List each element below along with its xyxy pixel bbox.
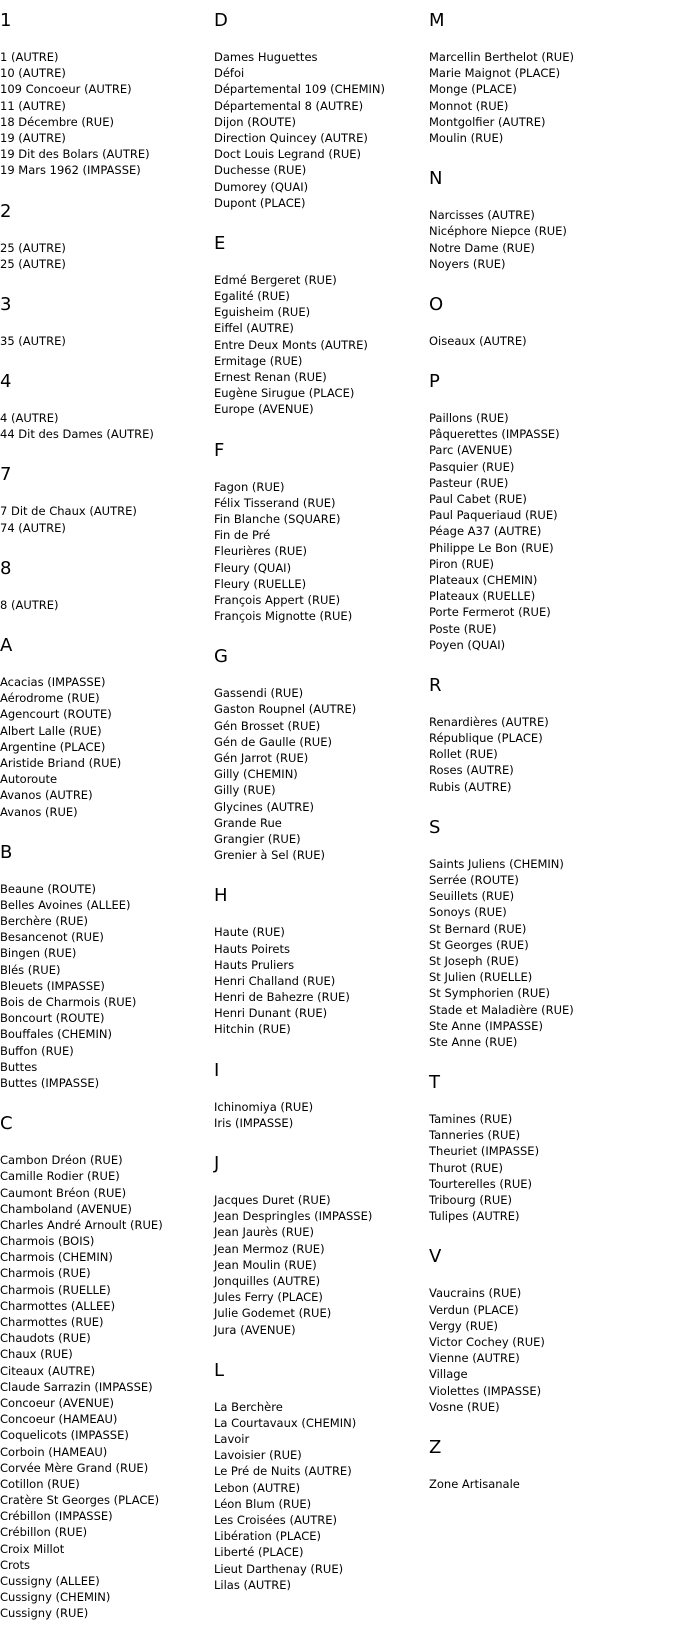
street-name: Berchère (RUE)	[0, 914, 88, 929]
street-name: Marcellin Berthelot (RUE)	[429, 50, 574, 64]
street-name: 18 Décembre (RUE)	[0, 114, 114, 129]
street-name: Buttes	[0, 1059, 38, 1074]
street-name: Chaux (RUE)	[0, 1347, 73, 1362]
street-name: Dames Huguettes	[214, 50, 318, 64]
street-name: Jean Moulin (RUE)	[214, 1257, 317, 1272]
street-name: Tanneries (RUE)	[429, 1128, 521, 1143]
street-name: Boncourt (ROUTE)	[0, 1011, 105, 1026]
street-name: Charmois (RUE)	[0, 1266, 91, 1281]
street-name: Dupont (PLACE)	[214, 195, 306, 210]
section-heading: 1	[0, 10, 12, 31]
street-name: Aristide Briand (RUE)	[0, 755, 122, 770]
street-name: Lieut Darthenay (RUE)	[214, 1561, 344, 1576]
street-name: Rollet (RUE)	[429, 747, 498, 762]
street-list	[429, 207, 669, 272]
street-name: 11 (AUTRE)	[0, 98, 66, 113]
street-name: Jacques Duret (RUE)	[214, 1193, 331, 1207]
street-name: Tourterelles (RUE)	[429, 1176, 533, 1191]
street-name: Autoroute	[0, 772, 58, 787]
street-name: Agencourt (ROUTE)	[0, 707, 112, 722]
street-list	[0, 674, 214, 820]
street-name: Philippe Le Bon (RUE)	[429, 540, 554, 555]
street-name: Glycines (AUTRE)	[214, 799, 314, 814]
letter-section	[0, 842, 214, 1091]
letter-section	[429, 817, 669, 1050]
street-list	[214, 1099, 429, 1131]
street-name: La Berchère	[214, 1399, 283, 1414]
section-heading: Z	[429, 1436, 442, 1458]
street-list	[0, 881, 214, 1091]
street-name: Jean Mermoz (RUE)	[214, 1241, 325, 1256]
street-name: 19 (AUTRE)	[0, 130, 66, 145]
section-heading: T	[429, 1072, 440, 1094]
street-list	[0, 49, 214, 179]
street-name: Libération (PLACE)	[214, 1529, 321, 1544]
letter-section	[429, 294, 669, 349]
street-name: Vosne (RUE)	[429, 1399, 500, 1414]
street-name: Gén Brosset (RUE)	[214, 718, 321, 733]
street-name: Cambon Dréon (RUE)	[0, 1153, 123, 1168]
street-name: Avanos (AUTRE)	[0, 788, 93, 803]
street-name: 7 Dit de Chaux (AUTRE)	[0, 504, 137, 519]
letter-section	[214, 885, 429, 1037]
street-name: Charmois (BOIS)	[0, 1234, 95, 1249]
street-name: Lavoir	[214, 1432, 250, 1447]
street-list	[429, 714, 669, 795]
street-name: Félix Tisserand (RUE)	[214, 495, 336, 510]
street-name: Seuillets (RUE)	[429, 889, 515, 904]
section-heading: F	[214, 439, 225, 461]
street-name: Gén de Gaulle (RUE)	[214, 734, 332, 749]
street-name: Fleury (QUAI)	[214, 560, 292, 575]
street-name: Village	[429, 1367, 468, 1382]
street-name: Bouffales (CHEMIN)	[0, 1027, 112, 1042]
street-name: Hitchin (RUE)	[214, 1022, 291, 1037]
index-column-2	[214, 10, 429, 1615]
street-name: Tribourg (RUE)	[429, 1193, 513, 1207]
street-name: Avanos (RUE)	[0, 804, 78, 819]
street-name: Chaudots (RUE)	[0, 1331, 91, 1346]
street-name: Marie Maignot (PLACE)	[429, 66, 561, 81]
street-name: Grande Rue	[214, 815, 282, 830]
street-name: Ernest Renan (RUE)	[214, 370, 327, 384]
section-heading: I	[214, 1059, 220, 1081]
street-name: Sonoys (RUE)	[429, 905, 507, 920]
street-name: République (PLACE)	[429, 731, 543, 746]
street-name: Eiffel (AUTRE)	[214, 321, 294, 336]
street-list	[0, 333, 214, 349]
street-name: Paul Cabet (RUE)	[429, 492, 527, 506]
street-name: St Georges (RUE)	[429, 937, 529, 952]
street-name: Lavoisier (RUE)	[214, 1448, 302, 1463]
street-name: Victor Cochey (RUE)	[429, 1334, 545, 1349]
street-name: Claude Sarrazin (IMPASSE)	[0, 1379, 153, 1394]
street-name: Duchesse (RUE)	[214, 163, 307, 178]
street-name: Theuriet (IMPASSE)	[429, 1144, 540, 1159]
street-name: Albert Lalle (RUE)	[0, 723, 102, 738]
street-name: Concoeur (HAMEAU)	[0, 1412, 118, 1427]
section-heading: N	[429, 168, 443, 190]
section-heading: 8	[0, 557, 12, 579]
street-name: Oiseaux (AUTRE)	[429, 333, 527, 348]
street-name: Egalité (RUE)	[214, 289, 290, 304]
street-name: Piron (RUE)	[429, 556, 494, 571]
street-name: Poyen (QUAI)	[429, 637, 506, 652]
letter-section	[214, 440, 429, 625]
street-name: Henri de Bahezre (RUE)	[214, 990, 350, 1005]
street-name: Plateaux (RUELLE)	[429, 589, 536, 604]
street-name: Pasteur (RUE)	[429, 475, 509, 490]
street-name: Monge (PLACE)	[429, 82, 517, 97]
street-list	[214, 924, 429, 1037]
street-name: St Julien (RUELLE)	[429, 970, 533, 985]
letter-section	[429, 371, 669, 653]
section-heading: 7	[0, 464, 12, 486]
street-name: Entre Deux Monts (AUTRE)	[214, 337, 368, 352]
street-list	[0, 240, 214, 272]
street-name: Verdun (PLACE)	[429, 1302, 519, 1317]
street-name: Argentine (PLACE)	[0, 739, 106, 754]
street-name: Grenier à Sel (RUE)	[214, 848, 325, 863]
street-name: Haute (RUE)	[214, 925, 285, 940]
street-name: Le Pré de Nuits (AUTRE)	[214, 1464, 352, 1479]
street-name: Julie Godemet (RUE)	[214, 1306, 332, 1321]
street-name: Hauts Poirets	[214, 941, 290, 956]
street-name: Pasquier (RUE)	[429, 459, 515, 474]
street-name: Chamboland (AVENUE)	[0, 1201, 132, 1216]
street-list	[214, 272, 429, 418]
street-name: Départemental 109 (CHEMIN)	[214, 82, 386, 97]
section-heading: S	[429, 816, 441, 838]
street-name: Gén Jarrot (RUE)	[214, 751, 309, 765]
street-name: Eugène Sirugue (PLACE)	[214, 386, 355, 401]
street-name: La Courtavaux (CHEMIN)	[214, 1415, 357, 1430]
letter-section	[214, 1060, 429, 1131]
letter-section	[214, 646, 429, 863]
street-name: Dumorey (QUAI)	[214, 179, 309, 194]
street-name: Jules Ferry (PLACE)	[214, 1290, 323, 1305]
letter-section	[214, 1360, 429, 1593]
street-name: Coquelicots (IMPASSE)	[0, 1428, 129, 1443]
street-name: Monnot (RUE)	[429, 98, 509, 113]
street-name: 1 (AUTRE)	[0, 50, 59, 64]
letter-section	[429, 1246, 669, 1415]
street-name: 44 Dit des Dames (AUTRE)	[0, 427, 154, 442]
street-name: 25 (AUTRE)	[0, 256, 66, 271]
street-name: Notre Dame (RUE)	[429, 240, 535, 255]
index-column-3	[429, 10, 669, 1514]
street-name: Bingen (RUE)	[0, 946, 77, 961]
street-name: Saints Juliens (CHEMIN)	[429, 856, 564, 871]
street-name: Jonquilles (AUTRE)	[214, 1273, 321, 1288]
street-name: Pâquerettes (IMPASSE)	[429, 427, 560, 442]
street-name: Direction Quincey (AUTRE)	[214, 130, 368, 145]
street-name: Porte Fermerot (RUE)	[429, 605, 551, 620]
street-name: Plateaux (CHEMIN)	[429, 572, 538, 587]
street-name: Fin Blanche (SQUARE)	[214, 511, 341, 526]
letter-section	[429, 10, 669, 146]
street-name: Dijon (ROUTE)	[214, 114, 296, 129]
street-name: Caumont Bréon (RUE)	[0, 1185, 127, 1200]
street-name: Paul Paqueriaud (RUE)	[429, 508, 558, 523]
section-heading: D	[214, 10, 228, 31]
section-heading: R	[429, 674, 442, 696]
street-list	[429, 1476, 669, 1492]
street-name: Crébillon (RUE)	[0, 1525, 88, 1540]
street-name: Zone Artisanale	[429, 1476, 520, 1491]
section-heading: 4	[0, 371, 12, 393]
street-name: Buffon (RUE)	[0, 1043, 74, 1058]
street-list	[429, 856, 669, 1050]
street-name: 25 (AUTRE)	[0, 240, 66, 255]
street-name: Crébillon (IMPASSE)	[0, 1509, 113, 1524]
street-name: Bois de Charmois (RUE)	[0, 995, 137, 1009]
street-name: Jean Despringles (IMPASSE)	[214, 1209, 373, 1224]
street-name: Vergy (RUE)	[429, 1318, 498, 1333]
index-column-1	[0, 10, 214, 1644]
letter-section	[0, 558, 214, 613]
letter-section	[0, 371, 214, 442]
street-list	[214, 1399, 429, 1593]
street-name: Fleurières (RUE)	[214, 544, 308, 559]
street-name: Gilly (CHEMIN)	[214, 767, 298, 782]
street-name: Moulin (RUE)	[429, 130, 504, 145]
street-list	[214, 49, 429, 211]
letter-section	[429, 1072, 669, 1224]
street-name: Vienne (AUTRE)	[429, 1351, 520, 1366]
street-name: Citeaux (AUTRE)	[0, 1363, 96, 1378]
letter-section	[214, 10, 429, 211]
street-name: Corvée Mère Grand (RUE)	[0, 1460, 149, 1475]
street-list	[429, 1285, 669, 1415]
letter-section	[214, 1153, 429, 1338]
section-heading: O	[429, 293, 444, 315]
street-name: 4 (AUTRE)	[0, 411, 59, 426]
street-name: Eguisheim (RUE)	[214, 305, 311, 320]
street-name: Rubis (AUTRE)	[429, 779, 512, 794]
street-name: Crots	[0, 1557, 31, 1572]
street-name: Gaston Roupnel (AUTRE)	[214, 702, 357, 717]
street-name: Jean Jaurès (RUE)	[214, 1225, 315, 1240]
street-name: Vaucrains (RUE)	[429, 1286, 522, 1301]
letter-section	[0, 464, 214, 535]
street-name: Cratère St Georges (PLACE)	[0, 1493, 160, 1508]
street-name: Stade et Maladière (RUE)	[429, 1002, 574, 1017]
street-name: St Symphorien (RUE)	[429, 986, 550, 1001]
street-name: Gilly (RUE)	[214, 783, 276, 798]
street-name: Ste Anne (RUE)	[429, 1034, 518, 1049]
street-name: Léon Blum (RUE)	[214, 1496, 312, 1511]
street-name: Tamines (RUE)	[429, 1112, 513, 1127]
street-name: François Mignotte (RUE)	[214, 609, 353, 624]
street-name: Fin de Pré	[214, 528, 271, 543]
street-name: Aérodrome (RUE)	[0, 691, 100, 706]
street-name: Narcisses (AUTRE)	[429, 208, 535, 223]
section-heading: E	[214, 232, 226, 254]
street-name: Belles Avoines (ALLEE)	[0, 897, 131, 912]
street-name: Parc (AVENUE)	[429, 443, 513, 458]
street-name: Défoi	[214, 66, 245, 81]
street-name: Tulipes (AUTRE)	[429, 1209, 520, 1224]
street-name: Bleuets (IMPASSE)	[0, 978, 105, 993]
street-name: Cussigny (RUE)	[0, 1606, 89, 1621]
street-name: Lilas (AUTRE)	[214, 1577, 292, 1592]
street-list	[0, 410, 214, 442]
street-name: Roses (AUTRE)	[429, 763, 514, 778]
street-list	[429, 49, 669, 146]
letter-section	[0, 10, 214, 179]
street-name: Concoeur (AVENUE)	[0, 1395, 114, 1410]
section-heading: 3	[0, 293, 12, 315]
street-name: St Joseph (RUE)	[429, 953, 519, 968]
street-name: Départemental 8 (AUTRE)	[214, 98, 364, 113]
street-name: Poste (RUE)	[429, 621, 497, 636]
section-heading: L	[214, 1359, 225, 1381]
letter-section	[0, 1113, 214, 1621]
street-name: 35 (AUTRE)	[0, 333, 66, 348]
street-name: 19 Dit des Bolars (AUTRE)	[0, 147, 150, 162]
letter-section	[429, 675, 669, 795]
street-name: Buttes (IMPASSE)	[0, 1075, 100, 1090]
street-name: Acacias (IMPASSE)	[0, 675, 106, 689]
street-name: Paillons (RUE)	[429, 411, 509, 426]
street-name: Noyers (RUE)	[429, 256, 506, 271]
street-name: Croix Millot	[0, 1541, 65, 1556]
street-name: Edmé Bergeret (RUE)	[214, 272, 337, 287]
section-heading: H	[214, 885, 228, 907]
street-list	[429, 333, 669, 349]
street-list	[0, 503, 214, 535]
section-heading: G	[214, 646, 228, 668]
section-heading: B	[0, 841, 13, 863]
section-heading: J	[214, 1153, 220, 1174]
street-name: Les Croisées (AUTRE)	[214, 1513, 337, 1527]
letter-section	[214, 233, 429, 418]
section-heading: A	[0, 635, 13, 656]
street-name: Lebon (AUTRE)	[214, 1480, 301, 1495]
street-name: Cussigny (ALLEE)	[0, 1574, 100, 1588]
letter-section	[0, 294, 214, 349]
street-name: Charmois (CHEMIN)	[0, 1250, 113, 1265]
section-heading: M	[429, 10, 445, 31]
street-list	[429, 1111, 669, 1224]
street-list	[0, 597, 214, 613]
street-name: Iris (IMPASSE)	[214, 1115, 294, 1130]
street-name: Renardières (AUTRE)	[429, 714, 549, 729]
street-name: Liberté (PLACE)	[214, 1545, 304, 1560]
street-name: Cussigny (CHEMIN)	[0, 1590, 111, 1605]
letter-section	[429, 1437, 669, 1492]
street-list	[214, 1192, 429, 1338]
street-name: 74 (AUTRE)	[0, 520, 66, 535]
street-name: Fagon (RUE)	[214, 479, 285, 494]
street-name: Fleury (RUELLE)	[214, 576, 307, 591]
street-name: 8 (AUTRE)	[0, 597, 59, 612]
street-name: Charmottes (ALLEE)	[0, 1298, 116, 1313]
street-name: Ste Anne (IMPASSE)	[429, 1018, 543, 1033]
street-name: Henri Dunant (RUE)	[214, 1006, 328, 1021]
street-name: Thurot (RUE)	[429, 1160, 503, 1175]
street-name: Violettes (IMPASSE)	[429, 1383, 542, 1398]
street-name: Henri Challand (RUE)	[214, 973, 336, 988]
street-name: Ichinomiya (RUE)	[214, 1099, 314, 1114]
street-name: Grangier (RUE)	[214, 831, 301, 846]
street-name: François Appert (RUE)	[214, 592, 341, 607]
section-heading: P	[429, 371, 440, 393]
street-name: Charmottes (RUE)	[0, 1315, 104, 1329]
street-name: Charmois (RUELLE)	[0, 1282, 111, 1297]
street-name: Camille Rodier (RUE)	[0, 1169, 120, 1184]
street-name: Cotillon (RUE)	[0, 1476, 80, 1491]
street-name: Charles André Arnoult (RUE)	[0, 1217, 163, 1232]
street-name: Hauts Pruliers	[214, 957, 295, 972]
street-list	[0, 1152, 214, 1621]
section-heading: C	[0, 1113, 13, 1135]
street-name: 19 Mars 1962 (IMPASSE)	[0, 163, 141, 178]
section-heading: 2	[0, 200, 12, 222]
street-name: Besancenot (RUE)	[0, 930, 104, 945]
street-name: Nicéphore Niepce (RUE)	[429, 224, 567, 239]
street-name: Corboin (HAMEAU)	[0, 1444, 108, 1459]
street-name: Serrée (ROUTE)	[429, 873, 519, 887]
street-name: 109 Concoeur (AUTRE)	[0, 82, 132, 97]
street-name: Péage A37 (AUTRE)	[429, 524, 542, 539]
letter-section	[0, 635, 214, 820]
street-name: Jura (AVENUE)	[214, 1322, 296, 1337]
street-list	[214, 479, 429, 625]
street-name: Montgolfier (AUTRE)	[429, 114, 546, 129]
street-list	[214, 685, 429, 863]
street-name: St Bernard (RUE)	[429, 921, 527, 936]
letter-section	[429, 168, 669, 272]
street-name: Blés (RUE)	[0, 962, 61, 977]
street-name: Gassendi (RUE)	[214, 686, 304, 701]
street-name: 10 (AUTRE)	[0, 66, 66, 81]
section-heading: V	[429, 1246, 442, 1268]
street-name: Doct Louis Legrand (RUE)	[214, 147, 361, 162]
street-name: Ermitage (RUE)	[214, 353, 303, 368]
street-name: Europe (AVENUE)	[214, 402, 314, 417]
street-list	[429, 410, 669, 653]
street-name: Beaune (ROUTE)	[0, 881, 97, 896]
letter-section	[0, 201, 214, 272]
